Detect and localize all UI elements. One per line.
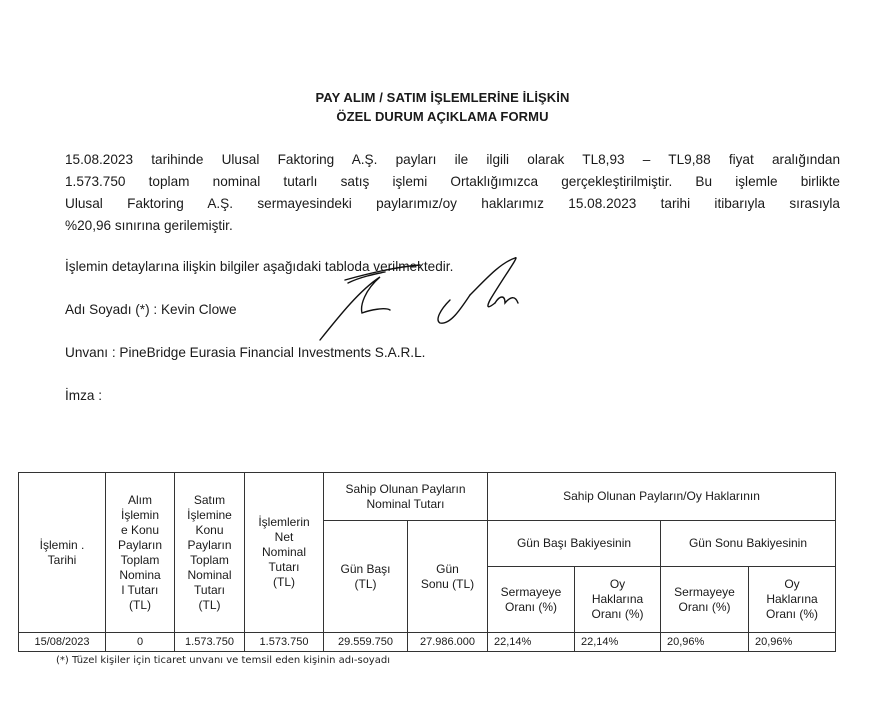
signature-icon bbox=[300, 255, 550, 345]
footnote: (*) Tüzel kişiler için ticaret unvanı ve temsil eden kişinin adı-soyadı bbox=[56, 655, 390, 666]
header-owned-nominal-group: Sahip Olunan Payların Nominal Tutarı bbox=[324, 473, 488, 521]
details-intro: İşlemin detaylarına ilişkin bilgiler aşağıdaki tabloda verilmektedir. bbox=[65, 259, 454, 274]
name-field: Adı Soyadı (*) : Kevin Clowe bbox=[65, 302, 237, 317]
header-end-voting-ratio: Oy Haklarına Oranı (%) bbox=[749, 567, 836, 633]
cell-buy-total: 0 bbox=[106, 633, 175, 652]
paragraph-line-1: 15.08.2023 tarihinde Ulusal Faktoring A.Ş. payları ile ilgili olarak TL8,93 – TL9,88 fiyat aralığından bbox=[65, 152, 840, 167]
header-end-capital-ratio: Sermayeye Oranı (%) bbox=[661, 567, 749, 633]
cell-end-voting-ratio: 20,96% bbox=[749, 633, 836, 652]
paragraph-line-2: 1.573.750 toplam nominal tutarlı satış işlemi Ortaklığımızca gerçekleştirilmiştir. Bu işlemle birlikte bbox=[65, 174, 840, 189]
cell-day-end-tl: 27.986.000 bbox=[408, 633, 488, 652]
header-sell-total-nominal: Satım İşlemine Konu Payların Toplam Nominal Tutarı (TL) bbox=[175, 473, 245, 633]
cell-day-start-tl: 29.559.750 bbox=[324, 633, 408, 652]
cell-end-capital-ratio: 20,96% bbox=[661, 633, 749, 652]
header-day-end-tl: Gün Sonu (TL) bbox=[408, 521, 488, 633]
title-line-2: ÖZEL DURUM AÇIKLAMA FORMU bbox=[336, 109, 549, 124]
paragraph-line-4: %20,96 sınırına gerilemiştir. bbox=[65, 218, 233, 233]
cell-sell-total: 1.573.750 bbox=[175, 633, 245, 652]
cell-start-capital-ratio: 22,14% bbox=[488, 633, 575, 652]
header-day-end-balance: Gün Sonu Bakiyesinin bbox=[661, 521, 836, 567]
header-transaction-date: İşlemin . Tarihi bbox=[19, 473, 106, 633]
header-net-nominal: İşlemlerin Net Nominal Tutarı (TL) bbox=[245, 473, 324, 633]
cell-net-nominal: 1.573.750 bbox=[245, 633, 324, 652]
title-line-1: PAY ALIM / SATIM İŞLEMLERİNE İLİŞKİN bbox=[315, 90, 570, 105]
header-day-start-balance: Gün Başı Bakiyesinin bbox=[488, 521, 661, 567]
header-start-voting-ratio: Oy Haklarına Oranı (%) bbox=[575, 567, 661, 633]
header-day-start-tl: Gün Başı (TL) bbox=[324, 521, 408, 633]
transaction-table bbox=[18, 472, 836, 652]
cell-start-voting-ratio: 22,14% bbox=[575, 633, 661, 652]
signature-field: İmza : bbox=[65, 388, 103, 403]
header-buy-total-nominal: Alım İşlemin e Konu Payların Toplam Nomina l Tutarı (TL) bbox=[106, 473, 175, 633]
table-row bbox=[19, 633, 836, 652]
paragraph-line-3: Ulusal Faktoring A.Ş. sermayesindeki paylarımız/oy haklarımız 15.08.2023 tarihi itibarıyla sırasıyla bbox=[65, 196, 840, 211]
title-field: Unvanı : PineBridge Eurasia Financial Investments S.A.R.L. bbox=[65, 345, 426, 360]
cell-date: 15/08/2023 bbox=[19, 633, 106, 652]
header-owned-ratio-group: Sahip Olunan Payların/Oy Haklarının bbox=[488, 473, 836, 521]
header-start-capital-ratio: Sermayeye Oranı (%) bbox=[488, 567, 575, 633]
